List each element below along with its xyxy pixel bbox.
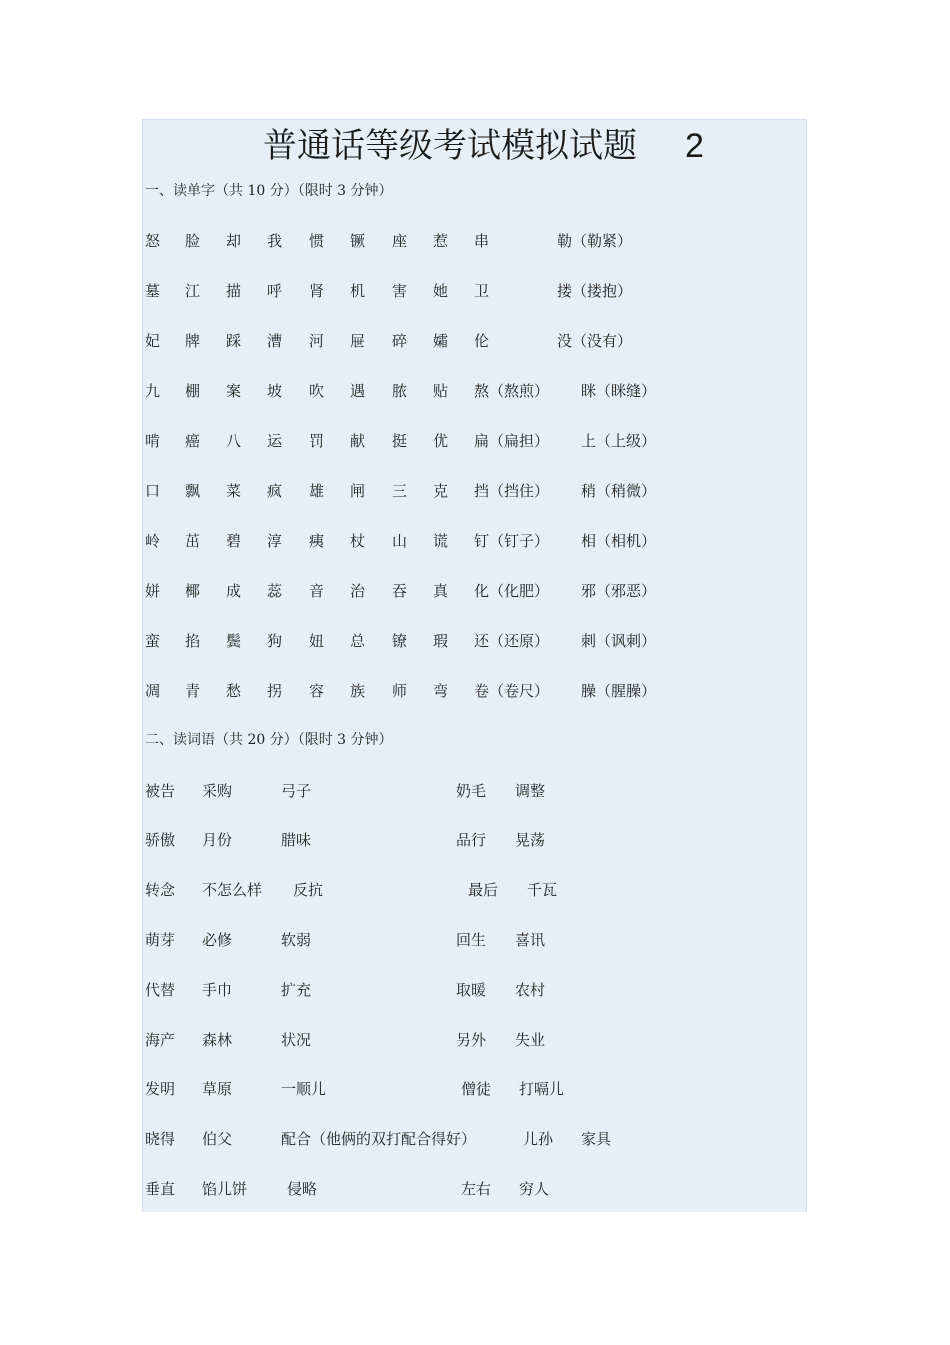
- word-cell: 被告: [145, 782, 176, 800]
- char-cell: 肾: [309, 282, 325, 300]
- word-cell: 调整: [515, 782, 546, 800]
- char-cell: 拐: [267, 682, 283, 700]
- section2-heading: 二、读词语（共 20 分）（限时 3 分钟）: [145, 732, 393, 748]
- char-cell: 菜: [226, 482, 242, 500]
- char-cell: 啃: [145, 432, 161, 450]
- char-cell: 挡（挡住）: [474, 482, 550, 500]
- char-cell: 座: [392, 232, 408, 250]
- word-cell: 失业: [515, 1031, 546, 1049]
- char-row: [143, 431, 806, 451]
- char-cell: 我: [267, 232, 283, 250]
- char-cell: 闸: [350, 482, 366, 500]
- word-cell: 一顺儿: [281, 1080, 327, 1098]
- char-cell: 杖: [350, 532, 366, 550]
- word-cell: 打嗝儿: [519, 1080, 565, 1098]
- char-cell: 克: [433, 482, 449, 500]
- char-cell: 扁（扁担）: [474, 432, 550, 450]
- char-cell: 她: [433, 282, 449, 300]
- char-cell: 惯: [309, 232, 325, 250]
- char-cell: 刺（讽刺）: [581, 632, 657, 650]
- char-cell: 脓: [392, 382, 408, 400]
- char-cell: 案: [226, 382, 242, 400]
- char-cell: 卫: [474, 282, 490, 300]
- word-row: [143, 1079, 806, 1099]
- char-cell: 运: [267, 432, 283, 450]
- char-cell: 音: [309, 582, 325, 600]
- char-cell: 蛮: [145, 632, 161, 650]
- word-cell: 取暖: [456, 981, 487, 999]
- char-cell: 瑕: [433, 632, 449, 650]
- char-cell: 卷（卷尺）: [474, 682, 550, 700]
- word-cell: 僧徒: [461, 1080, 492, 1098]
- word-row: [143, 830, 806, 850]
- char-cell: 却: [226, 232, 242, 250]
- char-row: [143, 681, 806, 701]
- char-cell: 孀: [433, 332, 449, 350]
- char-cell: 坡: [267, 382, 283, 400]
- char-cell: 吞: [392, 582, 408, 600]
- word-cell: 品行: [456, 831, 487, 849]
- char-cell: 青: [185, 682, 201, 700]
- char-cell: 眯（眯缝）: [581, 382, 657, 400]
- char-cell: 姘: [145, 582, 161, 600]
- char-cell: 掐: [185, 632, 201, 650]
- word-cell: 森林: [202, 1031, 233, 1049]
- char-cell: 镢: [350, 232, 366, 250]
- word-row: [143, 880, 806, 900]
- char-row: [143, 231, 806, 251]
- char-row: [143, 531, 806, 551]
- char-cell: 飘: [185, 482, 201, 500]
- char-cell: 妞: [309, 632, 325, 650]
- char-cell: 岭: [145, 532, 161, 550]
- word-cell: 草原: [202, 1080, 233, 1098]
- char-cell: 狗: [267, 632, 283, 650]
- char-cell: 蕊: [267, 582, 283, 600]
- word-cell: 农村: [515, 981, 546, 999]
- char-cell: 八: [226, 432, 242, 450]
- char-cell: 碎: [392, 332, 408, 350]
- char-cell: 化（化肥）: [474, 582, 550, 600]
- word-cell: 伯父: [202, 1130, 233, 1148]
- word-cell: 不怎么样: [202, 881, 263, 899]
- char-cell: 江: [185, 282, 201, 300]
- char-cell: 伦: [474, 332, 490, 350]
- word-cell: 家具: [581, 1130, 612, 1148]
- word-cell: 扩充: [281, 981, 312, 999]
- char-cell: 谎: [433, 532, 449, 550]
- char-cell: 呼: [267, 282, 283, 300]
- word-cell: 萌芽: [145, 931, 176, 949]
- char-cell: 山: [392, 532, 408, 550]
- word-cell: 垂直: [145, 1180, 176, 1198]
- word-cell: 晃荡: [515, 831, 546, 849]
- char-cell: 愁: [226, 682, 242, 700]
- char-cell: 挺: [392, 432, 408, 450]
- char-cell: 淳: [267, 532, 283, 550]
- char-cell: 河: [309, 332, 325, 350]
- word-cell: 月份: [202, 831, 233, 849]
- char-cell: 碧: [226, 532, 242, 550]
- char-cell: 遇: [350, 382, 366, 400]
- char-row: [143, 581, 806, 601]
- word-cell: 回生: [456, 931, 487, 949]
- word-cell: 代替: [145, 981, 176, 999]
- char-cell: 九: [145, 382, 161, 400]
- document-page: [142, 119, 807, 1212]
- char-cell: 茁: [185, 532, 201, 550]
- word-cell: 反抗: [293, 881, 324, 899]
- char-cell: 吹: [309, 382, 325, 400]
- char-cell: 邪（邪恶）: [581, 582, 657, 600]
- char-cell: 罚: [309, 432, 325, 450]
- char-cell: 妃: [145, 332, 161, 350]
- char-cell: 臊（腥臊）: [581, 682, 657, 700]
- word-cell: 另外: [456, 1031, 487, 1049]
- char-cell: 钉（钉子）: [474, 532, 550, 550]
- char-cell: 总: [350, 632, 366, 650]
- char-cell: 献: [350, 432, 366, 450]
- char-cell: 稍（稍微）: [581, 482, 657, 500]
- char-cell: 怒: [145, 232, 161, 250]
- word-cell: 喜讯: [515, 931, 546, 949]
- char-cell: 墓: [145, 282, 161, 300]
- word-row: [143, 781, 806, 801]
- char-cell: 没（没有）: [557, 332, 633, 350]
- char-cell: 椰: [185, 582, 201, 600]
- char-cell: 熬（熬煎）: [474, 382, 550, 400]
- char-cell: 惹: [433, 232, 449, 250]
- word-cell: 腊味: [281, 831, 312, 849]
- word-cell: 必修: [202, 931, 233, 949]
- char-cell: 痍: [309, 532, 325, 550]
- word-cell: 骄傲: [145, 831, 176, 849]
- word-row: [143, 930, 806, 950]
- char-cell: 勒（勒紧）: [557, 232, 633, 250]
- char-cell: 治: [350, 582, 366, 600]
- char-cell: 优: [433, 432, 449, 450]
- char-cell: 相（相机）: [581, 532, 657, 550]
- word-cell: 千瓦: [527, 881, 558, 899]
- char-cell: 搂（搂抱）: [557, 282, 633, 300]
- char-cell: 雄: [309, 482, 325, 500]
- char-cell: 真: [433, 582, 449, 600]
- char-cell: 师: [392, 682, 408, 700]
- char-cell: 贴: [433, 382, 449, 400]
- word-row: [143, 1030, 806, 1050]
- char-cell: 棚: [185, 382, 201, 400]
- char-cell: 害: [392, 282, 408, 300]
- word-cell: 采购: [202, 782, 233, 800]
- char-cell: 描: [226, 282, 242, 300]
- char-cell: 族: [350, 682, 366, 700]
- title-number: 2: [685, 127, 704, 165]
- char-cell: 容: [309, 682, 325, 700]
- char-cell: 口: [145, 482, 161, 500]
- char-row: [143, 481, 806, 501]
- char-cell: 还（还原）: [474, 632, 550, 650]
- char-cell: 镣: [392, 632, 408, 650]
- title-text: 普通话等级考试模拟试题: [263, 126, 637, 166]
- word-row: [143, 980, 806, 1000]
- char-row: [143, 631, 806, 651]
- word-cell: 弓子: [281, 782, 312, 800]
- word-cell: 软弱: [281, 931, 312, 949]
- char-cell: 牌: [185, 332, 201, 350]
- char-cell: 鬓: [226, 632, 242, 650]
- word-cell: 状况: [281, 1031, 312, 1049]
- char-cell: 疯: [267, 482, 283, 500]
- word-cell: 转念: [145, 881, 176, 899]
- word-cell: 最后: [468, 881, 499, 899]
- word-cell: 晓得: [145, 1130, 176, 1148]
- char-row: [143, 281, 806, 301]
- word-cell: 左右: [461, 1180, 492, 1198]
- word-cell: 发明: [145, 1080, 176, 1098]
- word-cell: 海产: [145, 1031, 176, 1049]
- word-cell: 侵略: [287, 1180, 318, 1198]
- char-row: [143, 381, 806, 401]
- char-row: [143, 331, 806, 351]
- word-cell: 穷人: [519, 1180, 550, 1198]
- word-row: [143, 1129, 806, 1149]
- char-cell: 漕: [267, 332, 283, 350]
- char-cell: 踩: [226, 332, 242, 350]
- char-cell: 串: [474, 232, 490, 250]
- char-cell: 脸: [185, 232, 201, 250]
- char-cell: 上（上级）: [581, 432, 657, 450]
- page-title: [263, 122, 704, 170]
- word-row: [143, 1179, 806, 1199]
- word-cell: 儿孙: [523, 1130, 554, 1148]
- word-cell: 配合（他俩的双打配合得好）: [281, 1130, 477, 1148]
- char-cell: 成: [226, 582, 242, 600]
- word-cell: 奶毛: [456, 782, 487, 800]
- char-cell: 三: [392, 482, 408, 500]
- word-cell: 手巾: [202, 981, 233, 999]
- char-cell: 机: [350, 282, 366, 300]
- char-cell: 凋: [145, 682, 161, 700]
- char-cell: 屉: [350, 332, 366, 350]
- word-cell: 馅儿饼: [202, 1180, 248, 1198]
- section1-heading: 一、读单字（共 10 分）（限时 3 分钟）: [145, 183, 393, 199]
- char-cell: 弯: [433, 682, 449, 700]
- char-cell: 癌: [185, 432, 201, 450]
